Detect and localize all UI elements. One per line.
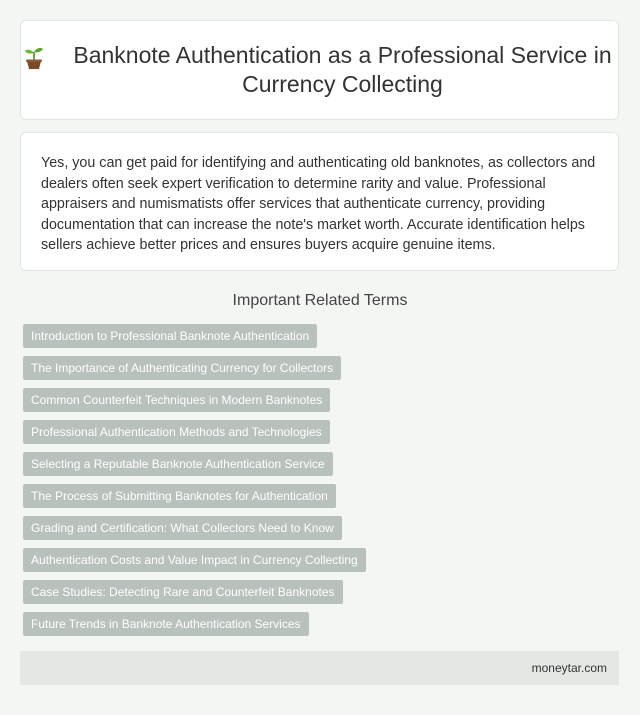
related-term-tag[interactable]: Case Studies: Detecting Rare and Counterfeit Banknotes (23, 580, 343, 604)
footer-site-link[interactable]: moneytar.com (531, 661, 607, 675)
intro-text: Yes, you can get paid for identifying and authenticating old banknotes, as collectors and dealers often seek expert verification to determine rarity and value. Professional appraisers and numismatists offer services that authenticate currency, providing documentation that can increase the note's market worth. Accurate identification helps sellers achieve better prices and ensures buyers acquire genuine items. (41, 155, 596, 253)
related-term-tag[interactable]: Professional Authentication Methods and Technologies (23, 420, 330, 444)
related-term-tag[interactable]: Introduction to Professional Banknote Authentication (23, 324, 317, 348)
related-term-tag[interactable]: Authentication Costs and Value Impact in Currency Collecting (23, 548, 366, 572)
related-terms-list (23, 324, 623, 644)
related-term-tag[interactable]: Common Counterfeit Techniques in Modern Banknotes (23, 388, 330, 412)
seedling-icon (21, 45, 47, 71)
related-term-tag[interactable]: The Importance of Authenticating Currency for Collectors (23, 356, 341, 380)
related-term-tag[interactable]: Selecting a Reputable Banknote Authentication Service (23, 452, 333, 476)
footer (20, 651, 619, 685)
related-term-tag[interactable]: The Process of Submitting Banknotes for Authentication (23, 484, 336, 508)
related-term-tag[interactable]: Grading and Certification: What Collectors Need to Know (23, 516, 342, 540)
related-terms-heading: Important Related Terms (232, 292, 408, 309)
related-term-tag[interactable]: Future Trends in Banknote Authentication Services (23, 612, 309, 636)
intro-card (20, 132, 619, 271)
title-card (20, 20, 619, 120)
page-title: Banknote Authentication as a Professional Service in Currency Collecting (73, 42, 612, 97)
